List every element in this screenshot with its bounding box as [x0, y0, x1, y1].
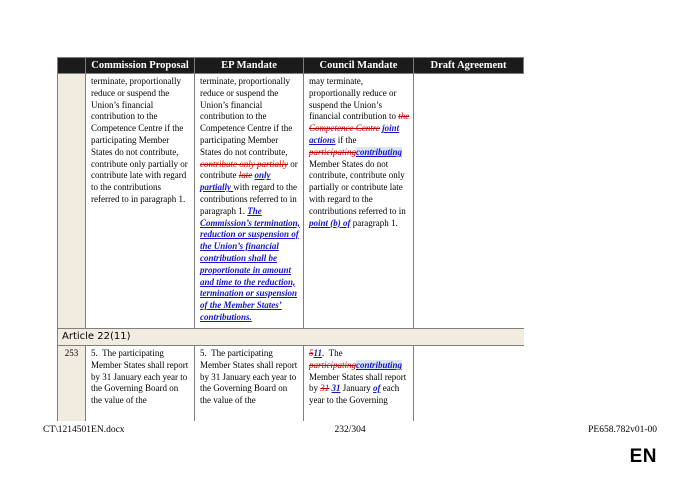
cell-council-mandate: may terminate, proportionally reduce or suspend the Union’s financial contribution to the Competence Centre joint actions if the participatingcontributing Member States do not contribute, contribute only partially or contribute late with regard to the contributions referred to in point (b) of paragraph 1. [304, 74, 414, 329]
cell-ep-mandate: 5. The participating Member States shall report by 31 January each year to the Governing Board on the value of the [195, 346, 304, 422]
row-number-cell [58, 74, 86, 329]
cell-ep-mandate: terminate, proportionally reduce or suspend the Union’s financial contribution to the Competence Centre if the participating Member States do not contribute, contribute only partially or contribute late only partially with regard to the contributions referred to in paragraph 1. The Commission’s termination, reduction or suspension of the Union’s financial contribution shall be proportionate in amount and time to the reduction, termination or suspension of the Member States’ contributions. [195, 74, 304, 329]
row-number-cell: 253 [58, 346, 86, 422]
page-footer [43, 425, 657, 435]
table-header-row [58, 58, 524, 74]
column-header-commission-proposal: Commission Proposal [86, 58, 195, 74]
cell-draft-agreement [414, 74, 524, 329]
cell-commission-proposal: 5. The participating Member States shall report by 31 January each year to the Governing Board on the value of the [86, 346, 195, 422]
table-row [58, 346, 524, 422]
cell-draft-agreement [414, 346, 524, 422]
footer-reference: PE658.782v01-00 [588, 425, 658, 435]
cell-council-mandate: 511. The participatingcontributing Member States shall report by 31 31 January of each year to the Governing [304, 346, 414, 422]
article-heading-row [58, 329, 524, 346]
footer-page-number: 232/304 [334, 425, 366, 435]
cell-commission-proposal: terminate, proportionally reduce or suspend the Union’s financial contribution to the Competence Centre if the participating Member States do not contribute, contribute only partially or contribute late with regard to the contributions referred to in paragraph 1. [86, 74, 195, 329]
comparison-table [57, 57, 524, 421]
column-header-ep-mandate: EP Mandate [195, 58, 304, 74]
column-header-council-mandate: Council Mandate [304, 58, 414, 74]
table-row [58, 74, 524, 329]
column-header-draft-agreement: Draft Agreement [414, 58, 524, 74]
footer-doc-name: CT\1214501EN.docx [43, 425, 125, 435]
column-header-number [58, 58, 86, 74]
language-label: EN [629, 446, 657, 467]
article-heading: Article 22(11) [58, 329, 524, 346]
